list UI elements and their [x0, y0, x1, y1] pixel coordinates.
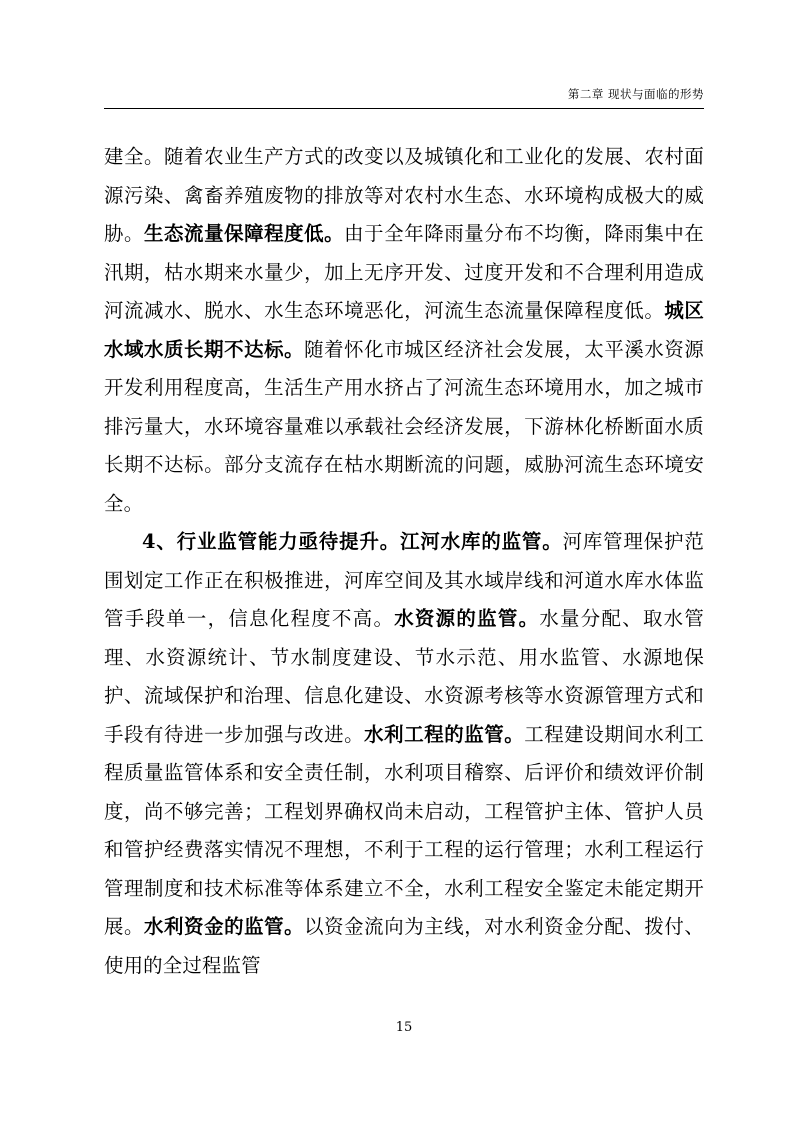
header-divider — [104, 108, 704, 109]
document-body — [104, 138, 704, 985]
emphasis-run: 城区水域水质长期不达标。 — [104, 299, 704, 361]
text-run: 建全。随着农业生产方式的改变以及城镇化和工业化的发展、农村面源污染、禽畜养殖废物的排放等对农村水生态、水环境构成极大的威胁。 — [104, 145, 704, 245]
text-run: 河库管理保护范围划定工作正在积极推进，河库空间及其水域岸线和河道水库水体监管手段单一，信息化程度不高。 — [104, 530, 704, 630]
text-run: 以资金流向为主线，对水利资金分配、拨付、使用的全过程监管 — [104, 915, 704, 977]
text-run: 由于全年降雨量分布不均衡，降雨集中在汛期，枯水期来水量少，加上无序开发、过度开发和不合理利用造成河流减水、脱水、水生态环境恶化，河流生态流量保障程度低。 — [104, 222, 704, 322]
paragraph — [104, 138, 704, 523]
emphasis-run: 水利资金的监管。 — [144, 915, 305, 938]
emphasis-run: 生态流量保障程度低。 — [144, 222, 345, 245]
page-content-area — [104, 0, 704, 1122]
page-number: 15 — [395, 1020, 413, 1035]
text-run: 水量分配、取水管理、水资源统计、节水制度建设、节水示范、用水监管、水源地保护、流域保护和治理、信息化建设、水资源考核等水资源管理方式和手段有待进一步加强与改进。 — [104, 607, 704, 746]
emphasis-run: 水利工程的监管。 — [364, 722, 525, 746]
emphasis-run: 4、行业监管能力亟待提升。江河水库的监管。 — [142, 530, 563, 553]
emphasis-run: 水资源的监管。 — [394, 607, 540, 630]
text-run: 工程建设期间水利工程质量监管体系和安全责任制，水利项目稽察、后评价和绩效评价制度，尚不够完善；工程划界确权尚未启动，工程管护主体、管护人员和管护经费落实情况不理想，不利于工程的运行管理；水利工程运行管理制度和技术标准等体系建立不全，水利工程安全鉴定未能定期开展。 — [104, 722, 704, 938]
text-run: 随着怀化市城区经济社会发展，太平溪水资源开发利用程度高，生活生产用水挤占了河流生态环境用水，加之城市排污量大，水环境容量难以承载社会经济发展，下游林化桥断面水质长期不达标。部分支流存在枯水期断流的问题，威胁河流生态环境安全。 — [104, 337, 704, 515]
paragraph — [104, 523, 704, 985]
page-header: 第二章 现状与面临的形势 — [567, 87, 704, 101]
